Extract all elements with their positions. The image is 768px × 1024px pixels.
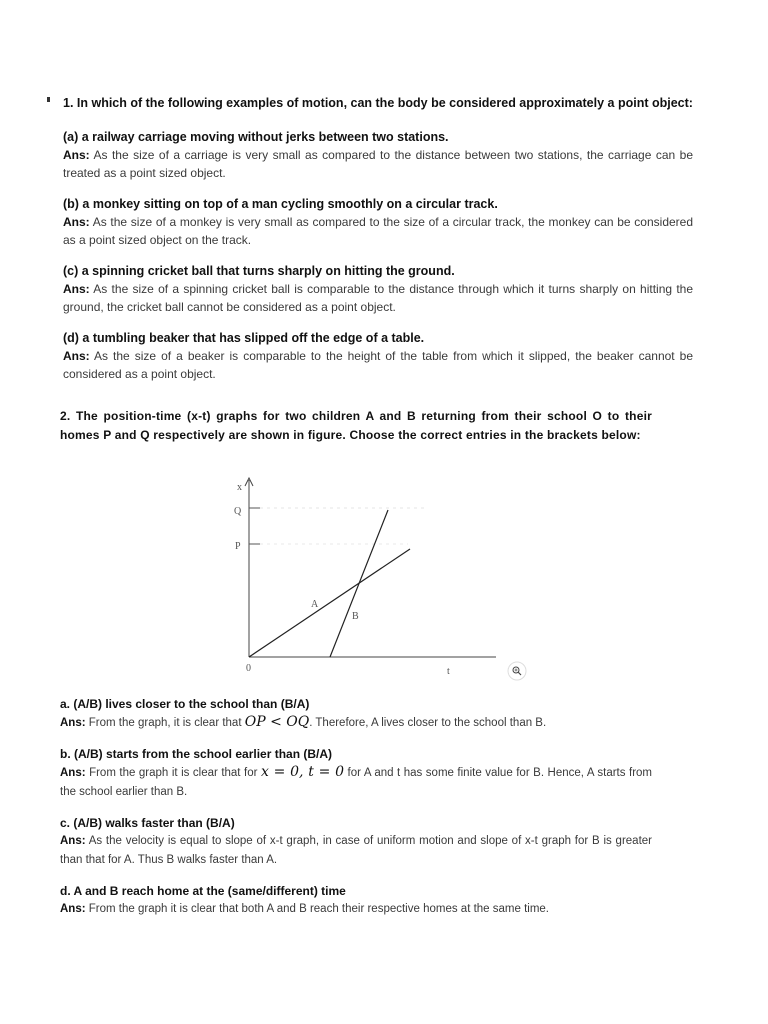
- answer-label: Ans:: [63, 282, 90, 296]
- question-1-part-b: [63, 196, 693, 249]
- answer-text: As the size of a spinning cricket ball is comparable to the distance through which it turns sharply on hitting the ground, the cricket ball cannot be considered as a point object.: [63, 282, 693, 314]
- question-2-title: 2. The position-time (x-t) graphs for two children A and B returning from their school O to their homes P and Q respectively are shown in figure. Choose the correct entries in the brackets below:: [60, 409, 652, 442]
- answer-label: Ans:: [60, 767, 86, 779]
- q2-part-c: [60, 814, 652, 870]
- answer-text: As the size of a monkey is very small as compared to the size of a circular track, the monkey can be considered as a point sized object on the track.: [63, 215, 694, 247]
- part-b-title: (b) a monkey sitting on top of a man cycling smoothly on a circular track.: [63, 197, 498, 211]
- y-axis-label: x: [237, 482, 242, 493]
- answer-text: From the graph it is clear that both A and B reach their respective homes at the same time.: [88, 903, 549, 915]
- part-c-answer: [63, 280, 693, 316]
- tick-label-q: Q: [234, 506, 242, 517]
- q2-part-d-title: d. A and B reach home at the (same/different) time: [60, 884, 346, 898]
- line-b-label: B: [352, 611, 359, 622]
- answer-text: As the size of a beaker is comparable to the height of the table from which it slipped, the beaker cannot be considered as a point object.: [63, 349, 694, 381]
- math-expression: OP < OQ: [244, 714, 310, 730]
- part-c-title: (c) a spinning cricket ball that turns sharply on hitting the ground.: [63, 264, 455, 278]
- answer-label: Ans:: [63, 215, 90, 229]
- line-a: [249, 549, 410, 657]
- answer-text-pre: From the graph, it is clear that: [88, 717, 242, 729]
- q2-part-a-title: a. (A/B) lives closer to the school than (B/A): [60, 697, 310, 711]
- answer-text: As the velocity is equal to slope of x-t graph, in case of uniform motion and slope of x-t graph for B is greater than that for A. Thus B walks faster than A.: [60, 835, 652, 866]
- question-2-answers: [60, 695, 652, 931]
- origin-label: 0: [246, 663, 251, 674]
- part-a-answer: [63, 146, 693, 182]
- answer-text-post: for A and t has some finite value for B. Hence, A starts from the school earlier than B.: [60, 767, 652, 798]
- q2-part-c-answer: [60, 832, 652, 870]
- line-a-label: A: [311, 599, 319, 610]
- answer-text-pre: From the graph it is clear that for: [89, 767, 258, 779]
- question-2: [60, 407, 652, 445]
- answer-label: Ans:: [63, 349, 90, 363]
- math-expression: x = 0, t = 0: [260, 764, 345, 780]
- question-1-part-a: [63, 129, 693, 182]
- answer-label: Ans:: [63, 148, 90, 162]
- q2-part-a: [60, 695, 652, 733]
- question-1-title: 1. In which of the following examples of motion, can the body be considered approximately a point object:: [63, 96, 693, 110]
- part-d-answer: [63, 347, 693, 383]
- answer-label: Ans:: [60, 903, 86, 915]
- zoom-in-icon[interactable]: [508, 662, 526, 680]
- bullet-mark: [47, 97, 50, 102]
- x-axis-label: t: [447, 666, 450, 677]
- answer-label: Ans:: [60, 717, 86, 729]
- tick-label-p: P: [235, 541, 241, 552]
- q2-part-a-answer: [60, 713, 652, 733]
- position-time-graph: [228, 472, 528, 682]
- line-b: [330, 510, 388, 657]
- part-a-title: (a) a railway carriage moving without jerks between two stations.: [63, 130, 449, 144]
- answer-text: As the size of a carriage is very small as compared to the distance between two stations, the carriage can be treated as a point sized object.: [63, 148, 694, 180]
- part-d-title: (d) a tumbling beaker that has slipped off the edge of a table.: [63, 331, 425, 345]
- question-1-part-c: [63, 263, 693, 316]
- q2-part-b-answer: [60, 763, 652, 802]
- q2-part-b-title: b. (A/B) starts from the school earlier than (B/A): [60, 747, 333, 761]
- question-1: [63, 94, 693, 383]
- q2-part-d-answer: [60, 900, 652, 919]
- part-b-answer: [63, 213, 693, 249]
- q2-part-d: [60, 882, 652, 919]
- q2-part-c-title: c. (A/B) walks faster than (B/A): [60, 816, 235, 830]
- answer-text-post: . Therefore, A lives closer to the school than B.: [309, 717, 547, 729]
- answer-label: Ans:: [60, 835, 86, 847]
- question-1-part-d: [63, 330, 693, 383]
- q2-part-b: [60, 745, 652, 802]
